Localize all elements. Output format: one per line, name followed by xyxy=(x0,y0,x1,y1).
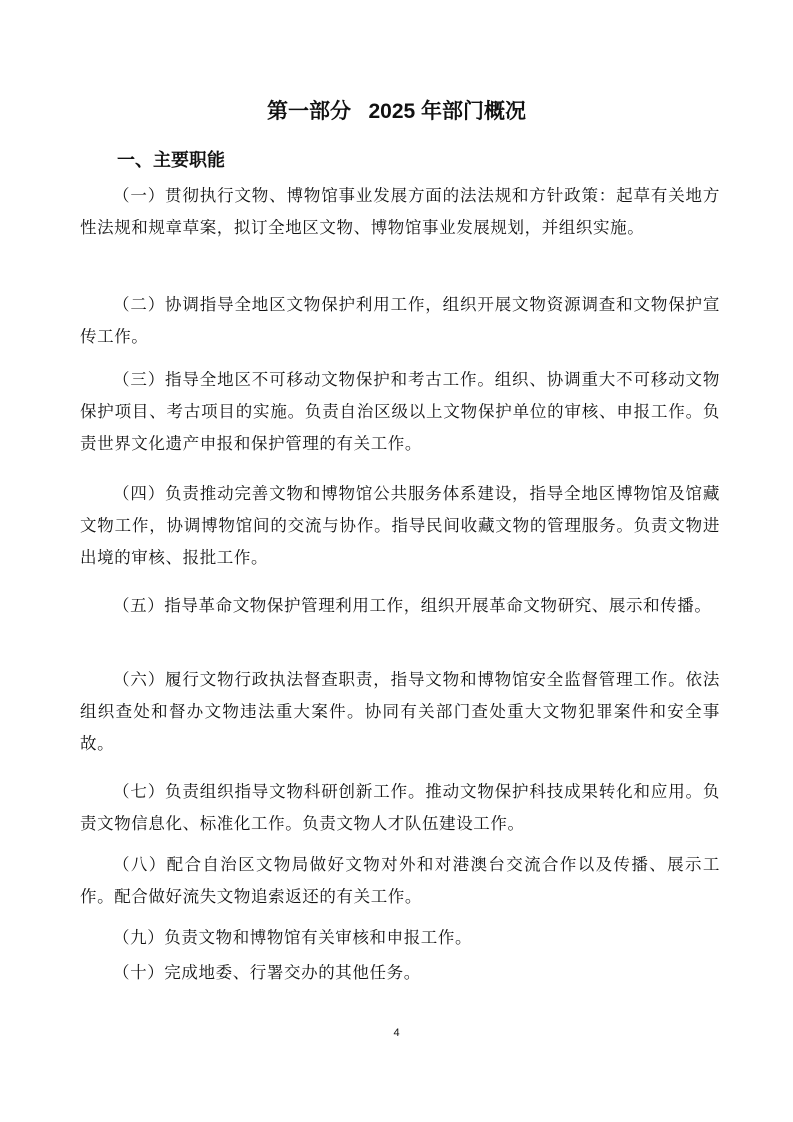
page-title: 第一部分 2025 年部门概况 xyxy=(266,100,527,123)
section-heading: 一、主要职能 xyxy=(117,150,225,170)
paragraph-duty-8: （八）配合自治区文物局做好文物对外和对港澳台交流合作以及传播、展示工作。配合做好流失文物追索返还的有关工作。 xyxy=(80,855,720,906)
paragraph-duty-2: （二）协调指导全地区文物保护利用工作，组织开展文物资源调查和文物保护宣传工作。 xyxy=(80,295,720,346)
paragraph-duty-4: （四）负责推动完善文物和博物馆公共服务体系建设，指导全地区博物馆及馆藏文物工作，协调博物馆间的交流与协作。指导民间收藏文物的管理服务。负责文物进出境的审核、报批工作。 xyxy=(80,484,720,567)
paragraph-duty-7: （七）负责组织指导文物科研创新工作。推动文物保护科技成果转化和应用。负责文物信息化、标准化工作。负责文物人才队伍建设工作。 xyxy=(80,782,720,833)
paragraph-duty-10: （十）完成地委、行署交办的其他任务。 xyxy=(113,963,421,982)
paragraph-duty-5: （五）指导革命文物保护管理利用工作，组织开展革命文物研究、展示和传播。 xyxy=(113,596,712,615)
paragraph-duty-9: （九）负责文物和博物馆有关审核和申报工作。 xyxy=(113,928,473,947)
page-number: 4 xyxy=(393,1027,400,1039)
paragraph-duty-3: （三）指导全地区不可移动文物保护和考古工作。组织、协调重大不可移动文物保护项目、考古项目的实施。负责自治区级以上文物保护单位的审核、申报工作。负责世界文化遗产申报和保护管理的有关工作。 xyxy=(80,370,720,453)
paragraph-duty-6: （六）履行文物行政执法督查职责，指导文物和博物馆安全监督管理工作。依法组织查处和督办文物违法重大案件。协同有关部门查处重大文物犯罪案件和安全事故。 xyxy=(80,670,720,753)
paragraph-duty-1: （一）贯彻执行文物、博物馆事业发展方面的法法规和方针政策：起草有关地方性法规和规章草案，拟订全地区文物、博物馆事业发展规划，并组织实施。 xyxy=(80,186,720,237)
